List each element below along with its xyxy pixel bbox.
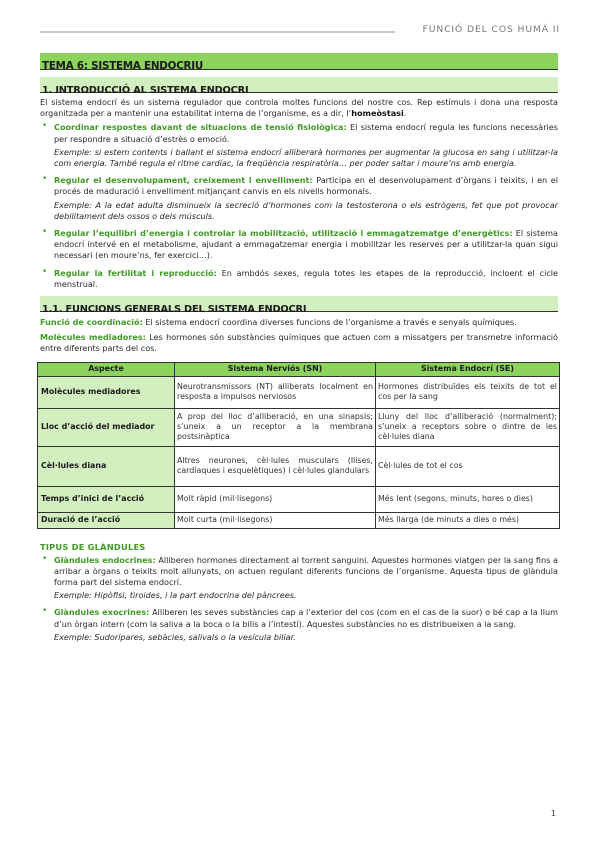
section-1-1-title-bar [40,296,558,316]
list-item: • Regular la fertilitat i reproducció: En ambdós sexes, regula totes les etapes de la reproducció, incloent el cicle menstrual. [42,266,558,289]
page-number: 1 [550,809,556,818]
intro-paragraph: El sistema endocrí és un sistema regulador que controla moltes funcions del nostre cos. Rep estímuls i dona una resposta organitzada per a mantenir una estabilitat interna de l’organisme, es a dir, l’homeòstasi. [40,97,558,119]
comparison-table [37,362,560,529]
row-header: Temps d’inici de l’acció [38,486,175,512]
table-cell: Més llarga (de minuts a dies o més) [376,512,560,528]
list-item: • Glàndules endocrines: Alliberen hormones directament al torrent sanguini. Aquestes hormones viatgen per la sang fins a arribar a òrgans o teixits molt allunyats, on actuen regulant diferents funcions de l’organisme. Aquesta tipus de glàndula forma part del sistema endocrí. Exemple: Hipòfisi, tiroides, i la part endocrina del pàncrees. [42,553,558,601]
row-header: Cèl·lules diana [38,446,175,486]
coordination-definition: Funció de coordinació: El sistema endocrí coordina diverses funcions de l’organisme a través e senyals químiques. [40,317,517,328]
list-item: • Regular el desenvolupament, creixement i envelliment: Participa en el desenvolupament d’òrgans i teixits, i en el procés de maduració i envelliment mitjançant canvis en els nivells hormonals. Exemple: A la edat adulta disminueix la secreció d’hormones com la testosterona o els estrògens, fet que pot provocar debilitament dels ossos o dels músculs. [42,174,558,221]
header-title: FUNCIÓ DEL COS HUMÀ II [422,24,560,35]
example-text: Exemple: Sudorípares, sebàcies, salivals o la vesícula biliar. [54,631,296,642]
table-row [38,376,560,408]
bullet-icon: • [42,121,48,132]
topic-title: TEMA 6: SISTEMA ENDOCRIU [42,60,204,72]
section-1-title-bar [40,77,558,96]
table-row [38,512,560,528]
table-row [38,486,560,512]
list-item: • Coordinar respostes davant de situacions de tensió fisiològica: El sistema endocrí regula les funcions necessàries per respondre a situació d’estrès o emoció. Exemple: si estem contents i ballant el sistema endocrí alliberarà hormones per augmentar la glucosa en sang i utilitzar-la com energia. També regula el ritme cardíac, la freqüència respiratòria… per poder saltar i moure’ns amb energia. [42,121,558,169]
bullet-icon: • [42,266,48,277]
header-rule [40,31,395,33]
gland-types-heading: TIPUS DE GLÀNDULES [40,541,146,552]
topic-title-bar [40,53,558,70]
example-text: Exemple: A la edat adulta disminueix la secreció d’hormones com la testosterona o els estrògens, fet que pot provocar debilitament dels ossos o dels músculs. [54,199,558,221]
column-header: Sistema Nerviós (SN) [175,362,376,376]
row-header: Lloc d’acció del mediador [38,408,175,446]
section-1-title: 1. INTRODUCCIÓ AL SISTEMA ENDOCRI [42,85,249,96]
table-header-row [38,362,560,376]
table-row [38,408,560,446]
bullet-icon: • [42,227,48,238]
table-cell: Altres neurones, cèl·lules musculars (llises, cardíaques i esquelètiques) i cèl·lules glandulars [175,446,376,486]
gland-types-list [40,555,558,643]
column-header: Sistema Endocrí (SE) [376,362,560,376]
table-cell: Més lent (segons, minuts, hores o dies) [376,486,560,512]
list-item: • Regular l’equilibri d’energia i controlar la mobilització, utilització i emmagatzematge d’energètics: El sistema endocrí intervé en el metabolisme, ajudant a emmagatzemar energia i mobilitzar les reserves per a utilitzar-la quan sigui necessari (en moure’ns, fer exercici…). [42,227,558,261]
homeostasi-term: homeòstasi [351,108,404,119]
example-text: Exemple: si estem contents i ballant el sistema endocrí alliberarà hormones per augmentar la glucosa en sang i utilitzar-la com energia. També regula el ritme cardíac, la freqüència respiratòria… per poder saltar i moure’ns amb energia. [54,146,558,169]
table-cell: Molt curta (mil·lisegons) [175,512,376,528]
table-cell: A prop del lloc d’alliberació, en una sinapsis; s’uneix a un receptor a la membrana postsinàptica [175,408,376,446]
table-cell: Hormones distribuïdes els teixits de tot el cos per la sang [376,376,560,408]
column-header: Aspecte [38,362,175,376]
table-cell: Molt ràpid (mil·lisegons) [175,486,376,512]
row-header: Duració de l’acció [38,512,175,528]
bullet-icon: • [42,553,48,564]
table-row [38,446,560,486]
row-header: Molècules mediadores [38,376,175,408]
example-text: Exemple: Hipòfisi, tiroides, i la part endocrina del pàncrees. [54,590,297,601]
bullet-icon: • [42,606,48,617]
bullet-icon: • [42,174,48,185]
section-1-1-title: 1.1. FUNCIONS GENERALS DEL SISTEMA ENDOCRI [42,304,307,316]
table-cell: Neurotransmissors (NT) alliberats localment en resposta a impulsos nerviosos [175,376,376,408]
page-header [40,22,560,42]
table-cell: Lluny del lloc d’alliberació (normalment); s’uneix a receptors sobre o dintre de les cèl·lules diana [376,408,560,446]
mediators-definition: Molècules mediadores: Les hormones són substàncies químiques que actuen com a missatgers per transmetre informació entre diferents parts del cos. [40,332,558,354]
table-cell: Cèl·lules de tot el cos [376,446,560,486]
functions-list [40,122,558,290]
list-item: • Glàndules exocrines: Alliberen les seves substàncies cap a l’exterior del cos (com en el cas de la suor) o bé cap a la llum d’un òrgan intern (com la saliva a la boca o la bilis a l’intestí). Aquestes substàncies no es distribueixen a la sang. Exemple: Sudorípares, sebàcies, salivals o la vesícula biliar. [42,606,558,642]
document-content [40,53,558,649]
